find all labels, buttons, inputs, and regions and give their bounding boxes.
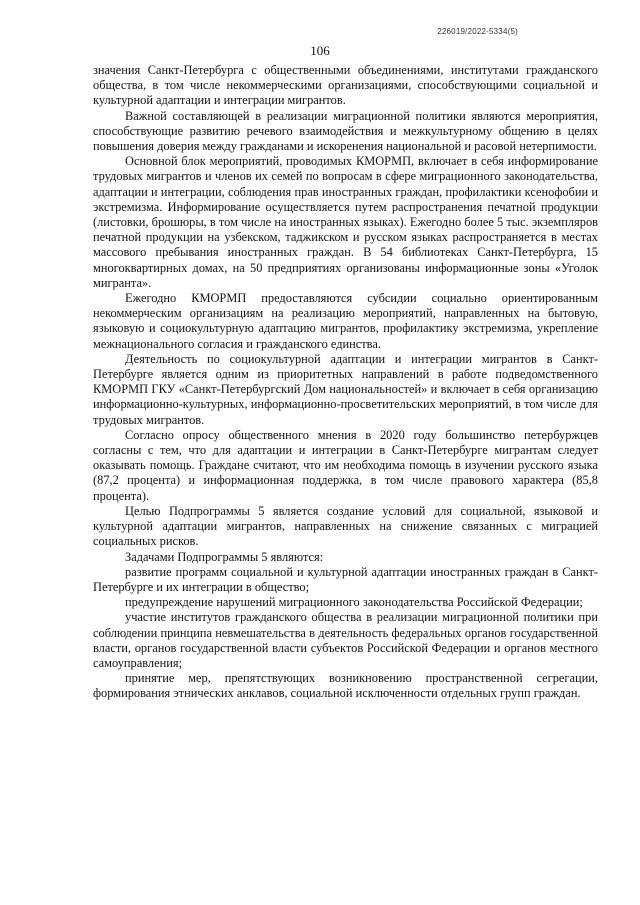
paragraph: Задачами Подпрограммы 5 являются: [125, 549, 324, 564]
paragraph: Важной составляющей в реализации миграционной политики являются мероприятия, способствующие развитию речевого взаимодействия и межкультурному общению в целях повышения доверия между гражданами и искоренения национальной и расовой нетерпимости. [93, 108, 598, 154]
list-item: развитие программ социальной и культурной адаптации иностранных граждан в Санкт-Петербурге и их интеграции в общество; [93, 564, 598, 594]
document-body [93, 63, 598, 702]
list-item: участие институтов гражданского общества в реализации миграционной политики при соблюдении принципа невмешательства в деятельность федеральных органов государственной власти, органов государственной власти субъектов Российской Федерации и органов местного самоуправления; [93, 610, 598, 670]
document-registration-number: 226019/2022-5334(5) [437, 27, 518, 36]
paragraph: Согласно опросу общественного мнения в 2020 году большинство петербуржцев согласны с тем, что для адаптации и интеграции в Санкт-Петербурге мигрантам следует оказывать помощь. Граждане считают, что им необходима помощь в изучении русского языка (87,2 процента) и информационная поддержка, в том числе правового характера (85,8 процента). [93, 427, 598, 503]
page-number: 106 [310, 43, 330, 58]
paragraph: Целью Подпрограммы 5 является создание условий для социальной, языковой и культурной адаптации мигрантов, направленных на снижение связанных с миграцией социальных рисков. [93, 503, 598, 549]
paragraph: Основной блок мероприятий, проводимых КМОРМП, включает в себя информирование трудовых мигрантов и членов их семей по вопросам в сфере миграционного законодательства, адаптации и интеграции, соблюдения прав иностранных граждан, профилактики ксенофобии и экстремизма. Информирование осуществляется путем распространения печатной продукции (листовки, брошюры, в том числе на иностранных языках). Ежегодно более 5 тыс. экземпляров печатной продукции на узбекском, таджикском и русском языках распространяется в местах массового пребывания иностранных граждан. В 54 библиотеках Санкт-Петербурга, 15 многоквартирных домах, на 50 предприятиях организованы информационные зоны «Уголок мигранта». [93, 154, 598, 290]
list-item: принятие мер, препятствующих возникновению пространственной сегрегации, формирования этнических анклавов, социальной исключенности отдельных групп граждан. [93, 671, 598, 701]
paragraph: Ежегодно КМОРМП предоставляются субсидии социально ориентированным некоммерческим организациям на реализацию мероприятий, направленных на бытовую, языковую и социокультурную адаптацию мигрантов, профилактику экстремизма, укрепление межнационального согласия и гражданского единства. [93, 291, 598, 351]
list-item: предупреждение нарушений миграционного законодательства Российской Федерации; [125, 595, 583, 610]
paragraph: Деятельность по социокультурной адаптации и интеграции мигрантов в Санкт-Петербурге является одним из приоритетных направлений в работе подведомственного КМОРМП ГКУ «Санкт-Петербургский Дом национальностей» и включает в себя организацию информационно-культурных, информационно-просветительских мероприятий, в том числе для трудовых мигрантов. [93, 351, 598, 427]
paragraph-continuation: значения Санкт-Петербурга с общественными объединениями, институтами гражданского общества, в том числе некоммерческими организациями, способствующими социальной и культурной адаптации и интеграции мигрантов. [93, 63, 598, 108]
